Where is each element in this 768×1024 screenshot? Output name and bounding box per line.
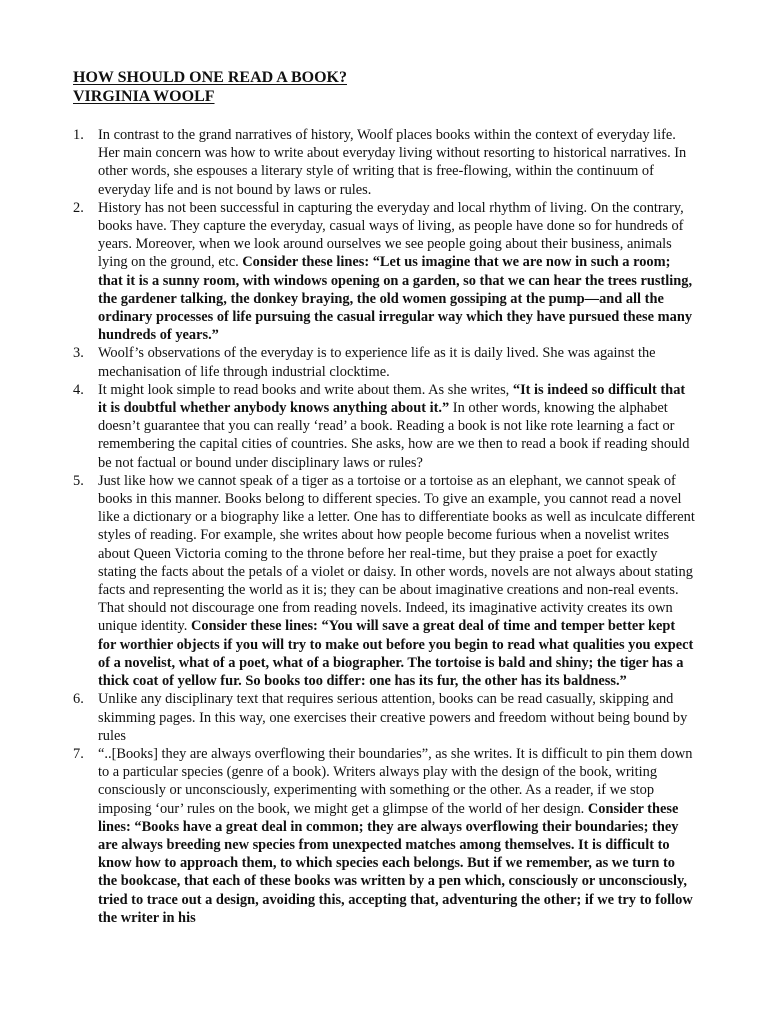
list-item-number: 5. [73,472,84,489]
body-text-segment: It might look simple to read books and write about them. As she writes, [98,381,513,398]
title-block [73,68,347,106]
body-text-segment: History has not been successful in capturing the everyday and local rhythm of living. On the contrary, books have. They capture the everyday, casual ways of living, as people have done so for hundreds of years. Moreover, when we look around ourselves we see people going about their business, animals lying on the ground, etc. [98,199,684,271]
list-item [73,690,695,745]
bold-quote-text: Consider these lines: “You will save a great deal of time and temper better kept for worthier objects if you will try to make out before you begin to read what qualities you expect of a novelist, what of a poet, what of a biographer. The tortoise is bald and shiny; the tiger has a thick coat of yellow fur. So books too differ: one has its fur, the other has its baldness.” [98,618,694,690]
list-item-text [98,200,692,343]
list-item-number: 4. [73,381,84,398]
document-author: VIRGINIA WOOLF [73,88,215,105]
list-item-text [98,345,656,379]
document-title: HOW SHOULD ONE READ A BOOK? [73,69,347,86]
body-text-segment: In contrast to the grand narratives of history, Woolf places books within the context of everyday life. Her main concern was how to write about everyday living without resorting to historical narratives. In other words, she espouses a literary style of writing that is free-flowing, within the continuum of everyday life and is not bound by laws or rules. [98,127,687,198]
body-text-segment: In other words, knowing the alphabet doesn’t guarantee that you can really ‘read’ a book. Reading a book is not like rote learning a fact or remembering the capital cities of countries. She asks, how are we then to read a book if reading should be not factual or bound under disciplinary laws or rules? [98,400,690,471]
list-item [73,199,695,345]
bold-quote-text: Consider these lines: “Books have a great deal in common; they are always overflowing their boundaries; they are always breeding new species from unexpected matches among themselves. It is difficult to know how to approach them, to which species each belongs. But if we remember, as we turn to the bookcase, that each of these books was written by a pen which, consciously or unconsciously, tried to trace out a design, avoiding this, accepting that, adventuring the other; if we try to follow the writer in his [98,800,693,926]
list-item-text [98,691,687,743]
list-item-text [98,746,693,926]
body-text-segment: Woolf’s observations of the everyday is to experience life as it is daily lived. She was against the mechanisation of life through industrial clocktime. [98,345,656,380]
list-item-number: 6. [73,691,84,708]
list-item [73,126,695,199]
bold-quote-text: “It is indeed so difficult that it is doubtful whether anybody knows anything about it.” [98,381,686,417]
list-item [73,745,695,927]
list-item-number: 3. [73,345,84,362]
numbered-list [73,126,695,927]
bold-quote-text: Consider these lines: “Let us imagine that we are now in such a room; that it is a sunny room, with windows opening on a garden, so that we can hear the trees rustling, the gardener talking, the donkey braying, the old women gossiping at the pump—and all the ordinary processes of life pursuing the casual irregular way which they have pursued these many hundreds of years.” [98,254,693,344]
list-item-text [98,382,689,471]
list-item [73,344,695,380]
body-text-segment: Just like how we cannot speak of a tiger as a tortoise or a tortoise as an elephant, we cannot speak of books in this manner. Books belong to different species. To give an example, you cannot read a novel like a dictionary or a biography like a letter. One has to differentiate books as well as inculcate different styles of reading. For example, she writes about how people become furious when a novelist writes about Queen Victoria coming to the throne before her real-time, but they praise a poet for exactly stating the facts about the petals of a violet or daisy. In other words, novels are not always about stating facts and representing the world as it is; they can be about imaginative creations and non-real events. That should not discourage one from reading novels. Indeed, its imaginative activity creates its own unique identity. [98,472,695,635]
list-item-number: 7. [73,745,84,762]
body-text-segment: “..[Books] they are always overflowing their boundaries”, as she writes. It is difficult to pin them down to a particular species (genre of a book). Writers always play with the design of the book, writing consciously or unconsciously, experimenting with something or the other. As a reader, if we stop imposing ‘our’ rules on the book, we might get a glimpse of the world of her design. [98,745,693,817]
list-item-number: 1. [73,127,84,143]
list-item-text [98,127,686,198]
list-item [73,472,695,690]
list-item-text [98,473,695,689]
body-text-segment: Unlike any disciplinary text that requires serious attention, books can be read casually, skipping and skimming pages. In this way, one exercises their creative powers and freedom without being bound by rules [98,691,688,744]
list-item [73,381,695,472]
list-item-number: 2. [73,199,84,216]
